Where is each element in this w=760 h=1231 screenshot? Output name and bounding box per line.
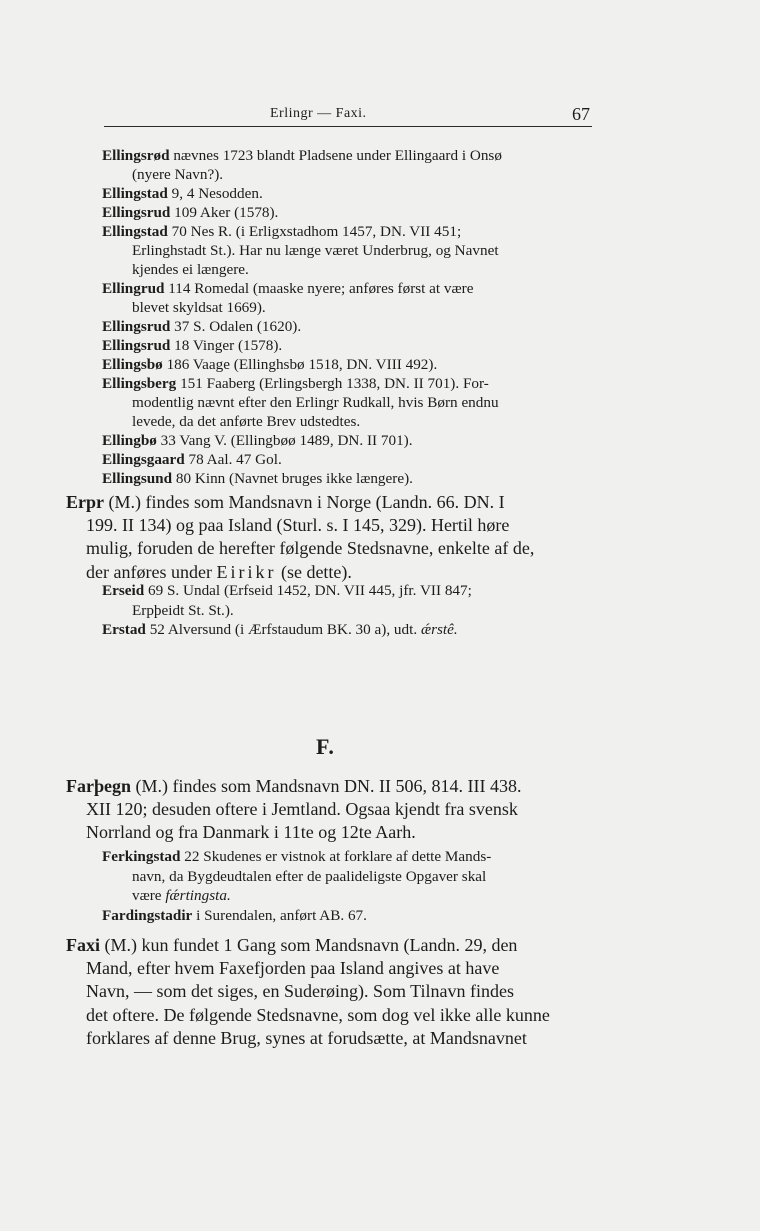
entry-text: 114 Romedal (maaske nyere; anføres først at være: [164, 280, 474, 297]
entry-headword: Erpr: [66, 492, 104, 512]
entry-text: 78 Aal. 47 Gol.: [184, 451, 282, 468]
entry-continuation: levede, da det anførte Brev udstedtes.: [132, 413, 361, 430]
paragraph-line: [66, 775, 606, 798]
entry-continuation: blevet skyldsat 1669).: [132, 299, 266, 316]
faxi-paragraph: [66, 934, 606, 1050]
line-text: (M.) findes som Mandsnavn DN. II 506, 814. III 438.: [131, 776, 522, 796]
entry-headword: Ellingsrud: [102, 318, 171, 335]
entry-fardingstadir: [102, 906, 602, 926]
pronunciation: ǽrstê.: [420, 621, 458, 639]
pronunciation: fǽrtingsta.: [165, 887, 231, 905]
entry-headword: Ellingbø: [102, 432, 157, 449]
entry-text: 69 S. Undal (Erfseid 1452, DN. VII 445, jfr. VII 847;: [144, 582, 472, 599]
entry-ellingsberg: [102, 374, 602, 431]
entry-ellingstad-nesodden: [102, 184, 602, 203]
entry-headword: Ellingrud: [102, 280, 165, 297]
entry-text: i Surendalen, anført AB. 67.: [192, 906, 367, 924]
paragraph-line: mulig, foruden de herefter følgende Stedsnavne, enkelte af de,: [86, 538, 535, 559]
entry-text: 70 Nes R. (i Erligxstadhom 1457, DN. VII 451;: [167, 223, 462, 240]
entry-headword: Erseid: [102, 582, 145, 599]
line-text: være: [132, 887, 166, 905]
entry-ellingbo: [102, 431, 602, 450]
entry-headword: Ellingsund: [102, 470, 173, 487]
entry-ellingsrud-odalen: [102, 317, 602, 336]
entry-headword: Ellingsberg: [102, 375, 177, 392]
entry-text: 9, 4 Nesodden.: [167, 185, 263, 202]
farthegn-paragraph: [66, 775, 606, 845]
entry-headword: Ferkingstad: [102, 848, 181, 865]
entry-headword: Ellingsrød: [102, 147, 170, 164]
entry-text: 18 Vinger (1578).: [170, 337, 283, 354]
entry-headword: Faxi: [66, 935, 100, 955]
entry-continuation: Erlinghstadt St.). Har nu længe været Underbrug, og Navnet: [132, 242, 499, 259]
entry-continuation: (nyere Navn?).: [132, 166, 224, 183]
entry-text: 37 S. Odalen (1620).: [170, 318, 302, 335]
entry-ellingsbo: [102, 355, 602, 374]
erpr-sub-entries: [102, 581, 602, 640]
paragraph-line: Navn, — som det siges, en Suderøing). Som Tilnavn findes: [86, 981, 514, 1002]
section-letter: F.: [316, 734, 335, 759]
entry-ellingstad-nes: [102, 222, 602, 279]
entry-headword: Ellingsrud: [102, 337, 171, 354]
entry-continuation: [102, 886, 602, 906]
entry-text: 109 Aker (1578).: [170, 204, 279, 221]
entry-text: nævnes 1723 blandt Pladsene under Ellingaard i Onsø: [169, 147, 502, 164]
entry-headword: Ellingstad: [102, 223, 168, 240]
ellings-entry-list: [102, 146, 602, 488]
entry-text: 52 Alversund (i Ærfstaudum BK. 30 a), udt.: [145, 621, 421, 639]
entry-ellingsgaard: [102, 450, 602, 469]
entry-headword: Fardingstadir: [102, 906, 193, 924]
entry-headword: Ellingsrud: [102, 204, 171, 221]
entry-headword: Farþegn: [66, 776, 131, 796]
paragraph-line: [66, 934, 606, 957]
line-text: der anføres under: [86, 561, 217, 582]
entry-continuation: navn, da Bygdeudtalen efter de paalideligste Opgaver skal: [132, 867, 487, 885]
header-rule: [104, 126, 592, 127]
entry-text: 33 Vang V. (Ellingbøø 1489, DN. II 701).: [156, 432, 413, 449]
entry-continuation: kjendes ei længere.: [132, 261, 249, 278]
entry-headword: Ellingsgaard: [102, 451, 185, 468]
entry-text: 151 Faaberg (Erlingsbergh 1338, DN. II 701). For-: [176, 375, 489, 392]
paragraph-line: det oftere. De følgende Stedsnavne, som dog vel ikke alle kunne: [86, 1004, 550, 1025]
line-text: (M.) findes som Mandsnavn i Norge (Landn. 66. DN. I: [104, 492, 505, 512]
paragraph-line: Norrland og fra Danmark i 11te og 12te Aarh.: [86, 822, 416, 843]
entry-ellingsrod: [102, 146, 602, 184]
entry-ellingrud: [102, 279, 602, 317]
entry-ferkingstad: [102, 847, 602, 906]
paragraph-line: Mand, efter hvem Faxefjorden paa Island angives at have: [86, 958, 500, 979]
line-text: (se dette).: [276, 561, 352, 582]
entry-continuation: Erpþeidt St. St.).: [132, 601, 234, 619]
paragraph-line: forklares af denne Brug, synes at forudsætte, at Mandsnavnet: [86, 1027, 527, 1048]
entry-text: 22 Skudenes er vistnok at forklare af dette Mands-: [180, 848, 492, 865]
running-header: [102, 104, 592, 126]
spaced-word: Eirikr: [216, 561, 277, 582]
entry-headword: Erstad: [102, 621, 146, 639]
entry-erstad: [102, 620, 602, 640]
page-number: 67: [572, 104, 590, 124]
entry-erseid: [102, 581, 602, 620]
paragraph-line: 199. II 134) og paa Island (Sturl. s. I 145, 329). Hertil høre: [86, 515, 510, 536]
paragraph-line: XII 120; desuden oftere i Jemtland. Ogsaa kjendt fra svensk: [86, 799, 518, 820]
paragraph-line: [66, 491, 606, 514]
running-title: Erlingr — Faxi.: [270, 106, 367, 121]
entry-text: 186 Vaage (Ellinghsbø 1518, DN. VIII 492).: [162, 356, 438, 373]
entry-text: 80 Kinn (Navnet bruges ikke længere).: [172, 470, 413, 487]
farthegn-sub-entries: [102, 847, 602, 925]
entry-ellingsrud-aker: [102, 203, 602, 222]
entry-headword: Ellingsbø: [102, 356, 163, 373]
entry-headword: Ellingstad: [102, 185, 168, 202]
erpr-paragraph: [66, 491, 606, 584]
entry-continuation: modentlig nævnt efter den Erlingr Rudkall, hvis Børn endnu: [132, 394, 499, 411]
entry-ellingsrud-vinger: [102, 336, 602, 355]
line-text: (M.) kun fundet 1 Gang som Mandsnavn (Landn. 29, den: [100, 935, 518, 955]
entry-ellingsund: [102, 469, 602, 488]
